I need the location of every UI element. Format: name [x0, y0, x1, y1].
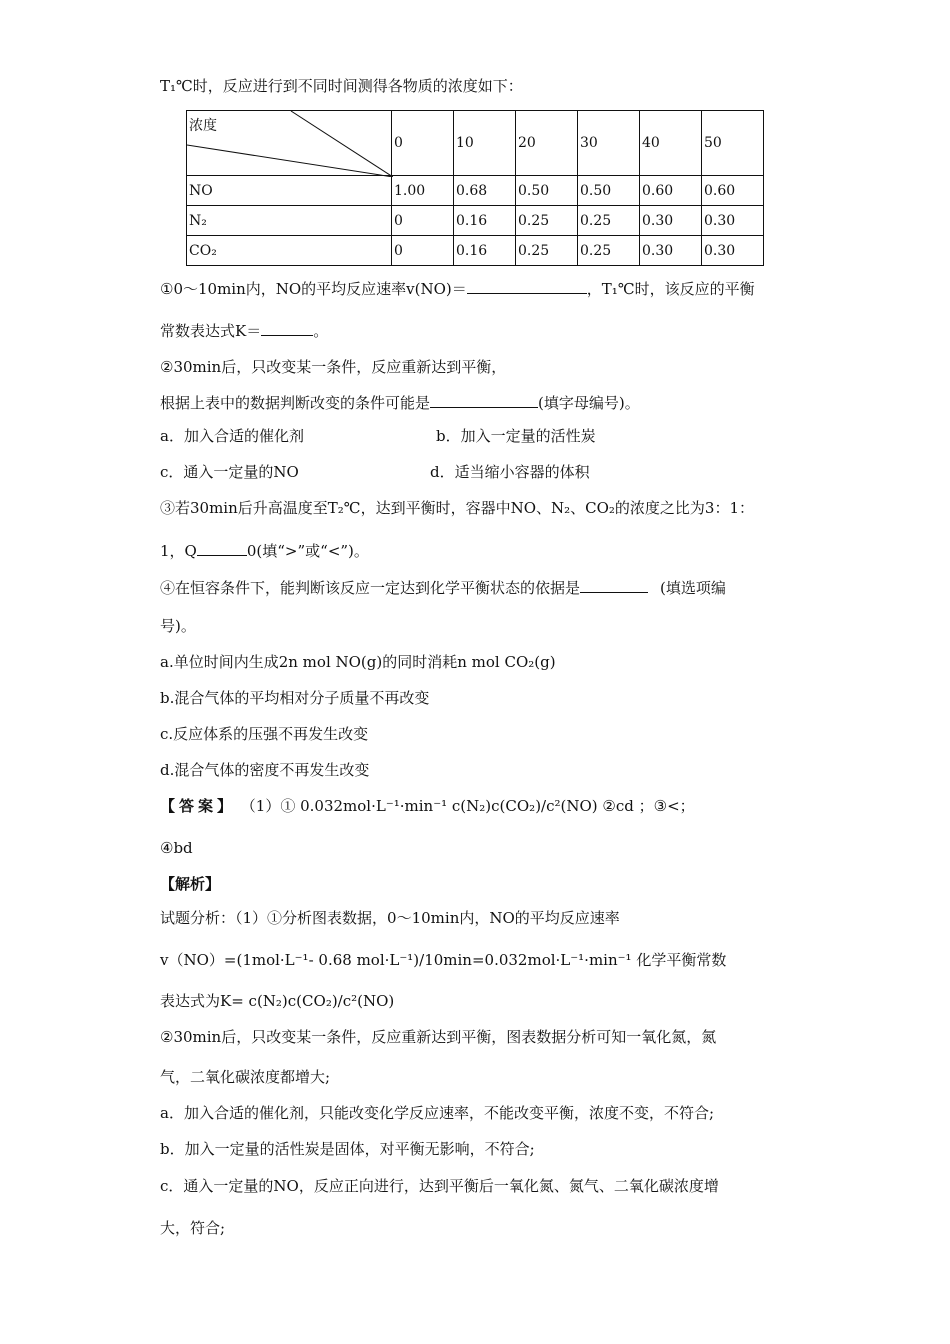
analysis-line: 表达式为K= c(N₂)c(CO₂)/c²(NO)	[160, 992, 395, 1010]
row-label: N₂	[187, 206, 392, 236]
q1-text: ，T₁℃时，该反应的平衡	[586, 280, 755, 298]
q1-text: ①0～10min内，NO的平均反应速率v(NO)＝	[160, 280, 467, 298]
analysis-line: 试题分析：（1）①分析图表数据，0～10min内，NO的平均反应速率	[160, 909, 620, 927]
analysis-line: b．加入一定量的活性炭是固体，对平衡无影响，不符合;	[160, 1140, 535, 1158]
analysis-line: c．通入一定量的NO，反应正向进行，达到平衡后一氧化氮、氮气、二氧化碳浓度增	[160, 1177, 719, 1195]
analysis-line: a．加入合适的催化剂，只能改变化学反应速率，不能改变平衡，浓度不变，不符合;	[160, 1104, 715, 1122]
table-cell: 0	[392, 236, 454, 266]
q4-text: ④在恒容条件下，能判断该反应一定达到化学平衡状态的依据是	[160, 579, 581, 597]
table-cell: 0.16	[454, 206, 516, 236]
answer-blank[interactable]	[261, 319, 313, 336]
analysis-line: 大，符合;	[160, 1219, 226, 1237]
row-label: NO	[187, 176, 392, 206]
answer-blank[interactable]	[580, 576, 648, 593]
table-row	[187, 236, 764, 266]
table-cell: 0.30	[702, 206, 764, 236]
q2-text: 根据上表中的数据判断改变的条件可能是	[160, 394, 431, 412]
answer-line1	[160, 796, 695, 816]
q4-line1	[160, 576, 726, 598]
time-header: 50	[702, 111, 764, 176]
diagonal-line	[187, 111, 393, 177]
answer-text: （1）① 0.032mol·L⁻¹·min⁻¹ c(N₂)c(CO₂)/c²(NO) ②cd ；③<；	[240, 797, 695, 815]
q3-text: 0(填“>”或“<”)。	[246, 542, 369, 560]
table-cell: 0.16	[454, 236, 516, 266]
analysis-line: v（NO）=(1mol·L⁻¹- 0.68 mol·L⁻¹)/10min=0.032mol·L⁻¹·min⁻¹ 化学平衡常数	[160, 951, 727, 969]
q4-text: (填选项编	[660, 579, 726, 597]
table-cell: 0.30	[702, 236, 764, 266]
table-row	[187, 206, 764, 236]
q1-line1	[160, 277, 755, 299]
time-header: 20	[516, 111, 578, 176]
table-cell: 0.25	[516, 236, 578, 266]
table-cell: 0.30	[640, 206, 702, 236]
q4-option-a: a.单位时间内生成2n mol NO(g)的同时消耗n mol CO₂(g)	[160, 653, 556, 671]
table-cell: 0.25	[516, 206, 578, 236]
time-header: 40	[640, 111, 702, 176]
analysis-line: ②30min后，只改变某一条件，反应重新达到平衡，图表数据分析可知一氧化氮，氮	[160, 1028, 717, 1046]
q2-text: (填字母编号)。	[538, 394, 640, 412]
time-header: 0	[392, 111, 454, 176]
table-cell: 0	[392, 206, 454, 236]
q2-line2	[160, 391, 640, 413]
table-cell: 1.00	[392, 176, 454, 206]
table-row	[187, 176, 764, 206]
q2-option-d: d．适当缩小容器的体积	[430, 463, 590, 481]
q4-line2: 号)。	[160, 617, 196, 635]
answer-blank[interactable]	[197, 539, 247, 556]
table-cell: 0.60	[640, 176, 702, 206]
q4-option-d: d.混合气体的密度不再发生改变	[160, 761, 370, 779]
intro-text: T₁℃时，反应进行到不同时间测得各物质的浓度如下：	[160, 77, 523, 95]
answer-label: 【答案】	[160, 797, 237, 815]
q3-line2	[160, 539, 369, 561]
table-cell: 0.30	[640, 236, 702, 266]
row-label: CO₂	[187, 236, 392, 266]
table-cell: 0.25	[578, 236, 640, 266]
time-header: 10	[454, 111, 516, 176]
table-corner-cell	[187, 111, 392, 176]
analysis-line: 气，二氧化碳浓度都增大;	[160, 1068, 331, 1086]
table-cell: 0.50	[578, 176, 640, 206]
q2-line1: ②30min后，只改变某一条件，反应重新达到平衡，	[160, 358, 507, 376]
table-cell: 0.50	[516, 176, 578, 206]
analysis-label: 【解析】	[160, 875, 221, 893]
q2-option-a: a．加入合适的催化剂	[160, 427, 304, 445]
q3-line1: ③若30min后升高温度至T₂℃，达到平衡时，容器中NO、N₂、CO₂的浓度之比为3：1：	[160, 499, 755, 517]
q2-option-c: c．通入一定量的NO	[160, 463, 299, 481]
q1-text: 。	[313, 322, 329, 340]
q3-text: 1，Q	[160, 542, 197, 560]
time-header: 30	[578, 111, 640, 176]
table-cell: 0.25	[578, 206, 640, 236]
q2-option-b: b．加入一定量的活性炭	[436, 427, 596, 445]
table-cell: 0.60	[702, 176, 764, 206]
q4-option-c: c.反应体系的压强不再发生改变	[160, 725, 369, 743]
concentration-table	[186, 110, 764, 266]
q4-option-b: b.混合气体的平均相对分子质量不再改变	[160, 689, 430, 707]
answer-blank[interactable]	[467, 277, 587, 294]
corner-label: 浓度	[189, 118, 217, 134]
answer-line2: ④bd	[160, 839, 193, 857]
q1-text: 常数表达式K＝	[160, 322, 262, 340]
answer-blank[interactable]	[430, 391, 538, 408]
table-cell: 0.68	[454, 176, 516, 206]
q1-line2	[160, 319, 328, 341]
